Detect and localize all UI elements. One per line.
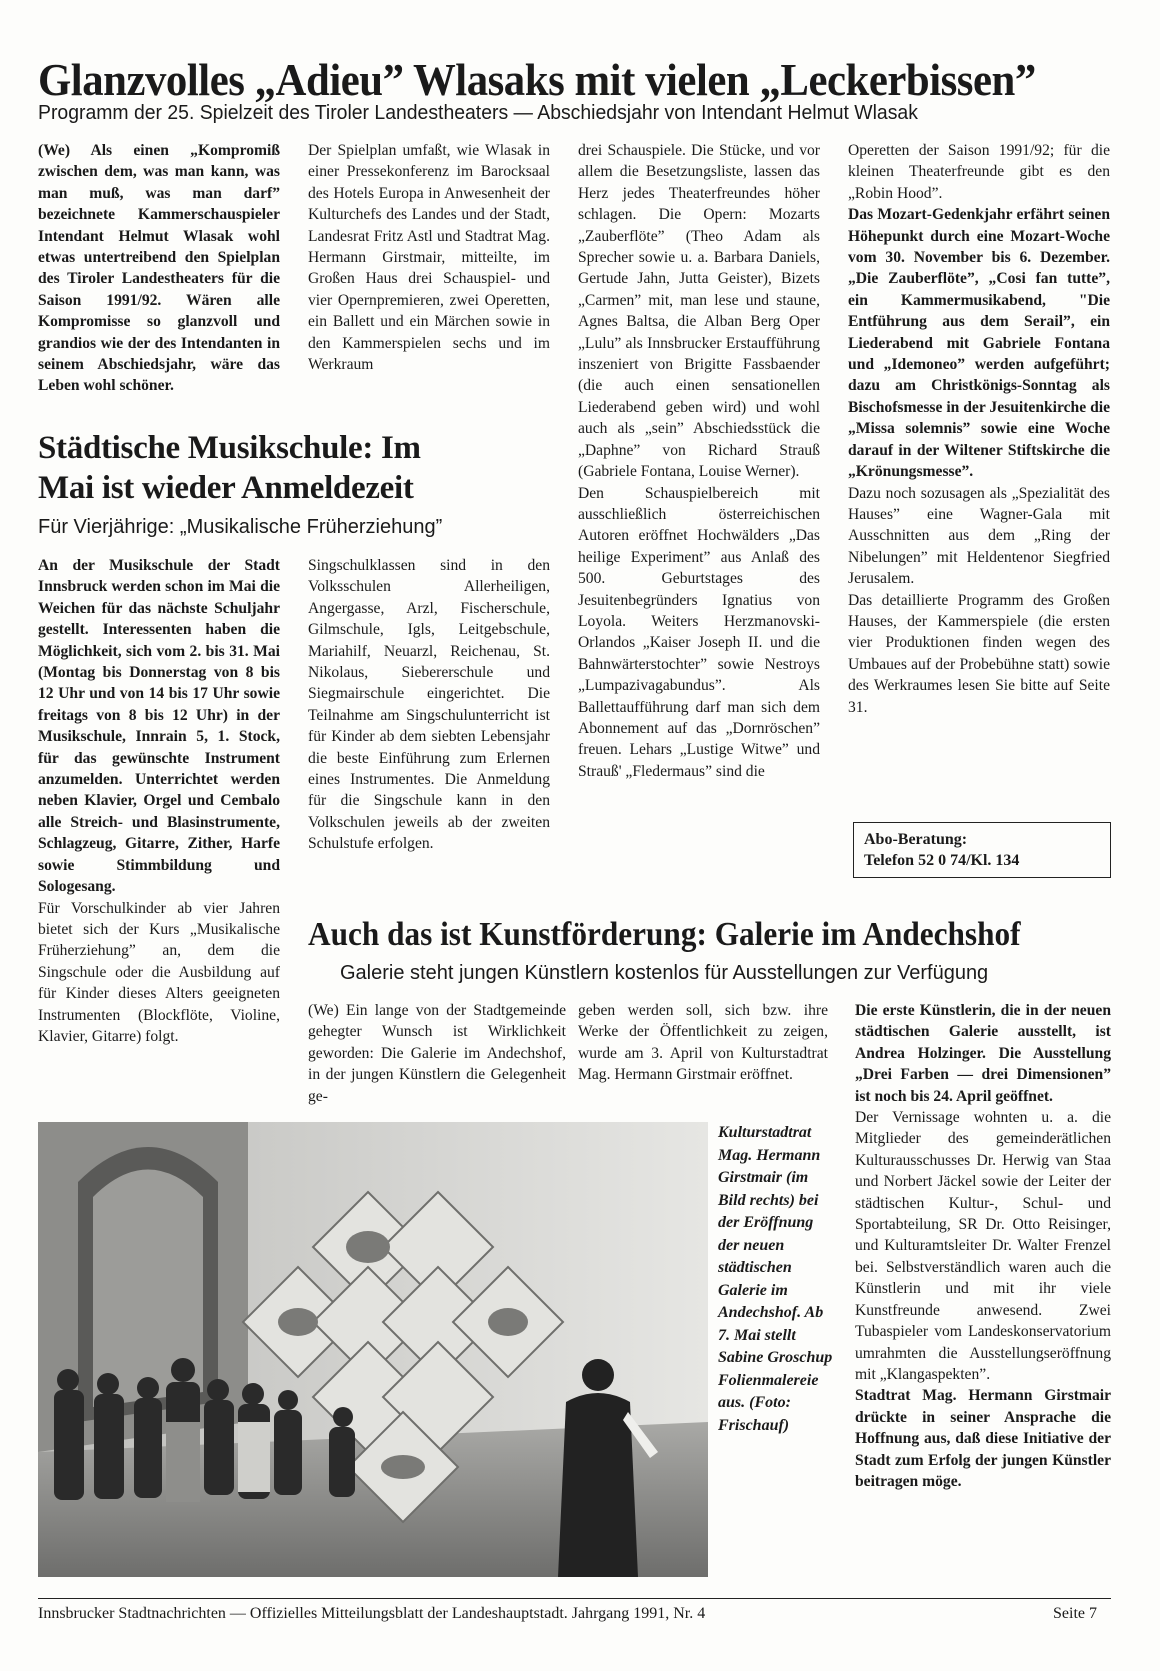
article2-title-line-1: Städtische Musikschule: Im (38, 430, 421, 466)
article3-column-3-bold-paragraph: Die erste Künstlerin, die in der neuen städtischen Galerie ausstellt, ist Andrea Holzinger. Die Ausstellung „Drei Farben — drei Dimensionen” ist noch bis 24. April geöffnet. (855, 1002, 1111, 1105)
article1-subtitle: Programm der 25. Spielzeit des Tiroler Landestheaters — Abschiedsjahr von Intendant Helmut Wlasak (38, 102, 918, 124)
article1-column-2: Der Spielplan umfaßt, wie Wlasak in einer Pressekonferenz im Barocksaal des Hotels Europa in Anwesenheit der Kulturchefs des Landes und der Stadt, Landesrat Fritz Astl und Stadtrat Mag. Hermann Girstmair, mitteilte, im Großen Haus drei Schauspiel- und vier Opernpremieren, zwei Operetten, ein Ballett und ein Märchen sowie in den Kammerspielen sechs und im Werkraum (308, 142, 550, 374)
article2-column-1-bold-paragraph: An der Musikschule der Stadt Innsbruck werden schon im Mai die Weichen für das nächste Schuljahr gestellt. Interessenten haben die Möglichkeit, sich vom 2. bis 31. Mai (Montag bis Donnerstag von 8 bis 12 Uhr und von 14 bis 17 Uhr sowie freitags von 8 bis 12 Uhr) in der Musikschule, Innrain 5, 1. Stock, für das gewünschte Instrument anzumelden. Unterrichtet werden neben Klavier, Orgel und Cembalo alle Streich- und Blasinstrumente, Schlagzeug, Gitarre, Zither, Harfe sowie Stimmbildung und Sologesang. (38, 557, 280, 896)
article1-column-4-paragraph-1: Operetten der Saison 1991/92; für die kleinen Theaterfreunde gibt es den „Robin Hood”. (848, 142, 1110, 202)
article2-column-2: Singschulklassen sind in den Volksschulen Allerheiligen, Angergasse, Arzl, Fischerschule, Gilmschule, Igls, Leitgebschule, Mariahilf, Neuarzl, Reichenau, St. Nikolaus, Siebererschule und Siegmairschule eingerichtet. Die Teilnahme am Singschulunterricht ist für Kinder ab dem siebten Lebensjahr die beste Einführung zum Erlernen eines Instrumentes. Die Anmeldung für die Singschule kann in den Volkschulen jeweils ab der zweiten Schulstufe erfolgen. (308, 557, 550, 853)
article3-column-3 (855, 1000, 1111, 1492)
article1-column-3 (578, 140, 820, 782)
article2-subtitle: Für Vierjährige: „Musikalische Früherziehung” (38, 516, 443, 538)
article1-column-4-bold-paragraph: Das Mozart-Gedenkjahr erfährt seinen Höhepunkt durch eine Mozart-Woche vom 30. November bis 6. Dezember. „Die Zauberflöte”, „Cosi fan tutte”, ein Kammermusikabend, "Die Entführung aus dem Serail”, ein Liederabend mit Gabriele Fontana und „Idemoneo” werden aufgeführt; dazu am Christkönigs-Sonntag als Bischofsmesse in der Jesuitenkirche die „Missa solemnis” sowie eine Woche darauf in der Wiltener Stiftskirche die „Krönungsmesse”. (848, 206, 1110, 481)
article3-column-3-paragraph-2: Der Vernissage wohnten u. a. die Mitglieder des gemeinderätlichen Kulturausschusses Dr. Herwig van Staa und Norbert Jäckel sowie der Leiter der städtischen Kultur-, Schul- und Sportabteilung, SR Dr. Otto Reisinger, und Kulturamtsleiter Dr. Walter Frenzel bei. Selbstverständlich waren auch die Künstlerin und mit ihr viele Kunstfreunde anwesend. Zwei Tubaspieler vom Landeskonservatorium umrahmten die Ausstellungseröffnung mit „Klangaspekten”. (855, 1109, 1111, 1383)
article3-title: Auch das ist Kunstförderung: Galerie im Andechshof (308, 916, 1021, 953)
abo-info-line-2: Telefon 52 0 74/Kl. 134 (864, 852, 1020, 869)
article1-title: Glanzvolles „Adieu” Wlasaks mit vielen „Leckerbissen” (38, 54, 1036, 105)
article3-column-3-bold-paragraph-2: Stadtrat Mag. Hermann Girstmair drückte in seiner Ansprache die Hoffnung aus, daß diese Initiative der Stadt zum Erfolg der jungen Künstler beitragen möge. (855, 1387, 1111, 1490)
article1-column-4 (848, 140, 1110, 718)
article2-title-line-2: Mai ist wieder Anmeldezeit (38, 470, 414, 506)
article3-subtitle: Galerie steht jungen Künstlern kostenlos für Ausstellungen zur Verfügung (340, 962, 989, 984)
article2-column-1-paragraph-2: Für Vorschulkinder ab vier Jahren bietet sich der Kurs „Musikalische Früherziehung” an, dem die Singschule oder die Ausbildung auf für Kinder dieses Alters geeigneten Instrumenten (Blockflöte, Violine, Klavier, Gitarre) folgt. (38, 899, 280, 1045)
article1-column-3-paragraph-1: drei Schauspiele. Die Stücke, und vor allem die Besetzungsliste, lassen das Herz jedes Theaterfreundes höher schlagen. Die Opern: Mozarts „Zauberflöte” (Theo Adam als Sprecher sowie u. a. Barbara Daniels, Gertude Jahn, Jutta Geister), Bizets „Carmen” mit, man lese und staune, Agnes Baltsa, die Alban Berg Oper „Lulu” als Innsbrucker Erstaufführung inszeniert von Brigitte Fassbaender (die auch einen sensationellen Liederabend geben wird) und wohl auch als „sein” Abschiedsstück die „Daphne” von Richard Strauß (Gabriele Fontana, Louise Werner). (578, 142, 820, 481)
article3-column-1: (We) Ein lange von der Stadtgemeinde gehegter Wunsch ist Wirklichkeit geworden: Die Galerie im Andechshof, in der jungen Künstlern die Gelegenheit ge- (308, 1002, 566, 1105)
article1-column-1: (We) Als einen „Kompromiß zwischen dem, was man kann, was man muß, was man darf” bezeichnete Kammerschauspieler Intendant Helmut Wlasak wohl etwas untertreibend den Spielplan des Tiroler Landestheaters für die Saison 1991/92. Wären alle Kompromisse so glanzvoll und grandios wie der des Intendanten in seinem Abschiedsjahr, wäre das Leben wohl schöner. (38, 142, 280, 395)
gallery-photo-illustration (38, 1122, 708, 1577)
footer-page-number: Seite 7 (1053, 1605, 1097, 1622)
abo-info-line-1: Abo-Beratung: (864, 831, 968, 848)
article2-column-1 (38, 555, 280, 1047)
footer-rule (38, 1598, 1111, 1599)
article1-column-3-paragraph-2: Den Schauspielbereich mit ausschließlich österreichischen Autoren eröffnet Hochwälders „Das heilige Experiment” aus Anlaß des 500. Geburtstages des Jesuitenbegründers Ignatius von Loyola. Weiters Herzmanovski-Orlandos „Kaiser Joseph II. und die Bahnwärterstochter” sowie Nestroys „Lumpazivagabundus”. Als Ballettaufführung darf man sich dem Abonnement auf das „Dornröschen” freuen. Lehars „Lustige Witwe” und Strauß' „Fledermaus” sind die (578, 484, 820, 780)
article1-column-4-paragraph-3: Das detaillierte Programm des Großen Hauses, der Kammerspiele (die ersten vier Produktionen finden wegen des Umbaues auf der Probebühne statt) sowie des Werkraumes lesen Sie bitte auf Seite 31. (848, 591, 1110, 716)
photo-caption: Kulturstadtrat Mag. Hermann Girstmair (im Bild rechts) bei der Eröffnung der neuen städtischen Galerie im Andechshof. Ab 7. Mai stellt Sabine Groschup Folienmalereie aus. (Foto: Frischauf) (718, 1124, 833, 1434)
article2-title (38, 428, 578, 508)
footer-publication: Innsbrucker Stadtnachrichten — Offizielles Mitteilungsblatt der Landeshauptstadt. Jahrgang 1991, Nr. 4 (38, 1605, 706, 1622)
gallery-opening-photo (38, 1122, 708, 1577)
article3-column-2: geben werden soll, sich bzw. ihre Werke der Öffentlichkeit zu zeigen, wurde am 3. April von Kulturstadtrat Mag. Hermann Girstmair eröffnet. (578, 1002, 828, 1084)
article1-column-4-paragraph-2: Dazu noch sozusagen als „Spezialität des Hauses” eine Wagner-Gala mit Ausschnitten aus dem „Ring der Nibelungen” mit Heldentenor Siegfried Jerusalem. (848, 484, 1110, 588)
abo-info-box (853, 822, 1111, 878)
